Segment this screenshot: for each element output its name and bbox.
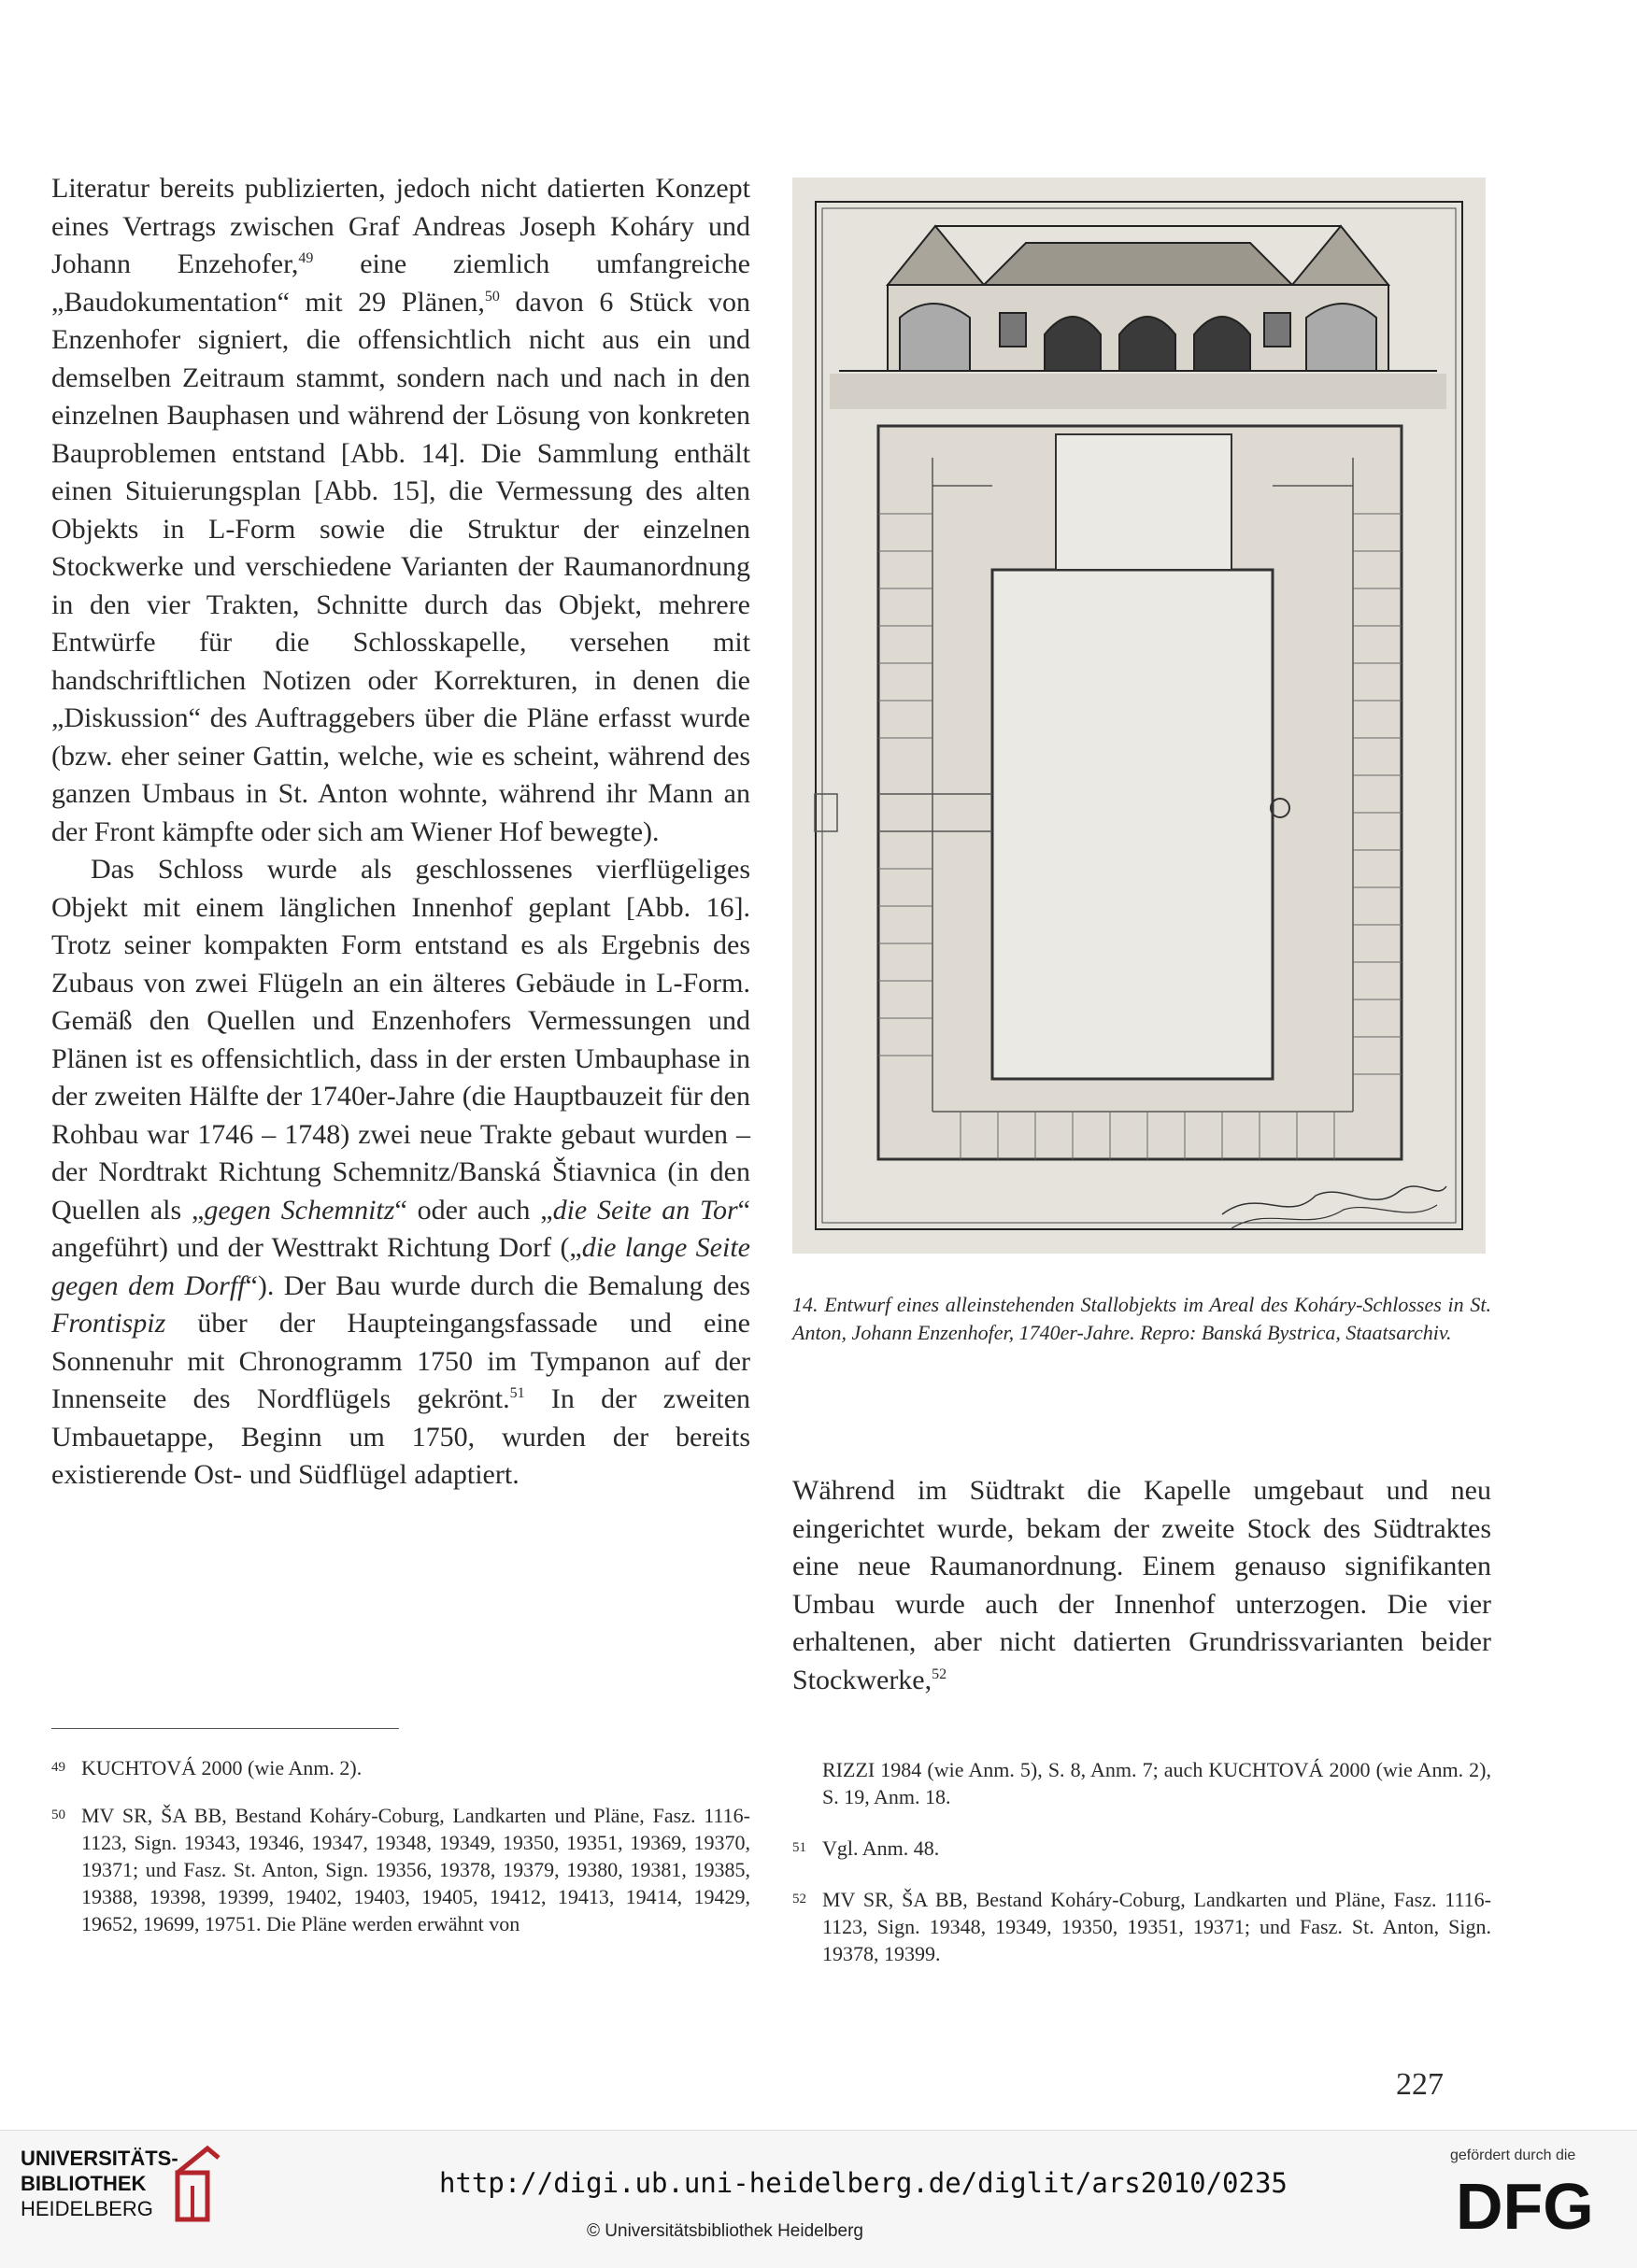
right-footnotes: [792, 1756, 1491, 1980]
university-library-logo[interactable]: UNIVERSITÄTS- BIBLIOTHEK HEIDELBERG: [21, 2147, 178, 2220]
copyright-notice: © Universitätsbibliothek Heidelberg: [587, 2221, 863, 2241]
right-body-text: Während im Südtrakt die Kapelle umgebaut und neu eingerichtet wurde, bekam der zweite Stock des Südtraktes eine neue Raumanordnung. Einem genauso signifikanten Umbau wurde auch der Innenhof unterzogen. Die vier erhaltenen, aber nicht datierten Grundrissvarianten beider Stockwerke,$^{52}$: [792, 1475, 1491, 1695]
footer-band: [0, 2130, 1637, 2268]
footnote-49: 49 KUCHTOVÁ 2000 (wie Anm. 2).: [51, 1756, 363, 1779]
footnote-ref-50[interactable]: 50: [484, 288, 500, 305]
footnote-ref-51[interactable]: 51: [509, 1385, 525, 1401]
figure-caption: 14. Entwurf eines alleinstehenden Stallobjekts im Areal des Koháry-Schlosses in St. Anton, Johann Enzenhofer, 1740er-Jahre. Repro: Banská Bystrica, Staatsarchiv.: [792, 1293, 1491, 1344]
page-number: 227: [1396, 2067, 1444, 2102]
left-footnotes: [51, 1754, 750, 1950]
footnote-ref-52[interactable]: 52: [932, 1666, 947, 1682]
paragraph-2: Das Schloss wurde als geschlossenes vierflügeliges Objekt mit einem länglichen Innenhof geplant [Abb. 16]. Trotz seiner kompakten Form entstand es als Ergebnis des Zubaus von zwei Flügeln an ein älteres Gebäude in L-Form. Gemäß den Quellen und Enzenhofers Vermessungen und Plänen ist es offensichtlich, dass in der ersten Umbauphase in der zweiten Hälfte der 1740er-Jahre (die Hauptbauzeit für den Rohbau war 1746 – 1748) zwei neue Trakte gebaut wurden – der Nordtrakt Richtung Schemnitz/Banská Štiavnica (in den Quellen als „gegen Schemnitz“ oder auch „die Seite an Tor“ angeführt) und der Westtrakt Richtung Dorf („die lange Seite gegen dem Dorff“). Der Bau wurde durch die Bemalung des Frontispiz über der Haupteingangsfassade und eine Sonnenuhr mit Chronogramm 1750 im Tympanon auf der Innenseite des Nordflügels gekrönt.$^{51}$ In der zweiten Umbauetappe, Beginn um 1750, wurden der bereits existierende Ost- und Südflügel adaptiert.: [51, 854, 751, 1490]
footnote-50-continued: RIZZI 1984 (wie Anm. 5), S. 8, Anm. 7; auch KUCHTOVÁ 2000 (wie Anm. 2), S. 19, Anm. 18.: [822, 1758, 1491, 1808]
dfg-logo-text: DFG: [1456, 2173, 1594, 2236]
figure-stable-plan: [792, 177, 1486, 1254]
dfg-logo[interactable]: [1456, 2173, 1615, 2241]
footnote-50: 50 MV SR, ŠA BB, Bestand Koháry-Coburg, Landkarten und Pläne, Fasz. 1116-1123, Sign. 19343, 19346, 19347, 19348, 19349, 19350, 19351, 19369, 19370, 19371; und Fasz. St. Anton, Sign. 19356, 19378, 19379, 19380, 19381, 19385, 19388, 19398, 19399, 19402, 19403, 19405, 19412, 19413, 19414, 19429, 19652, 19699, 19751. Die Pläne werden erwähnt von: [51, 1804, 750, 1935]
architectural-drawing: [792, 177, 1486, 1254]
funded-by-label: gefördert durch die: [1450, 2148, 1576, 2163]
footnote-51: 51 Vgl. Anm. 48.: [792, 1836, 940, 1860]
library-logo-icon: [170, 2145, 226, 2230]
footnote-rule-left: [51, 1728, 399, 1729]
footnote-52: 52 MV SR, ŠA BB, Bestand Koháry-Coburg, Landkarten und Pläne, Fasz. 1116-1123, Sign. 19348, 19349, 19350, 19351, 19371; und Fasz. St. Anton, Sign. 19378, 19399.: [792, 1888, 1491, 1965]
paragraph-1: Literatur bereits publizierten, jedoch nicht datierten Konzept eines Vertrags zwischen Graf Andreas Joseph Koháry und Johann Enzehofer,$^{49}$ eine ziemlich umfangreiche „Baudokumentation“ mit 29 Plänen,$^{50}$ davon 6 Stück von Enzenhofer signiert, die offensichtlich nicht aus ein und demselben Zeitraum stammt, sondern nach und nach in den einzelnen Bauphasen und während der Lösung von konkreten Bauproblemen entstand [Abb. 14]. Die Sammlung enthält einen Situierungsplan [Abb. 15], die Vermessung des alten Objekts in L-Form sowie die Struktur der einzelnen Stockwerke und verschiedene Varianten der Raumanordnung in den vier Trakten, Schnitte durch das Objekt, mehrere Entwürfe für die Schlosskapelle, versehen mit handschriftlichen Notizen oder Korrekturen, in denen die „Diskussion“ des Auftraggebers über die Pläne erfasst wurde (bzw. eher seiner Gattin, welche, wie es scheint, während des ganzen Umbaus in St. Anton wohnte, während ihr Mann an der Front kämpfte oder sich am Wiener Hof bewegte).: [51, 173, 750, 847]
source-url-link[interactable]: http://digi.ub.uni-heidelberg.de/diglit/ars2010/0235: [439, 2167, 1288, 2199]
footnote-ref-49[interactable]: 49: [298, 250, 314, 266]
left-column: [51, 170, 750, 1495]
left-body-text: [51, 170, 750, 1495]
